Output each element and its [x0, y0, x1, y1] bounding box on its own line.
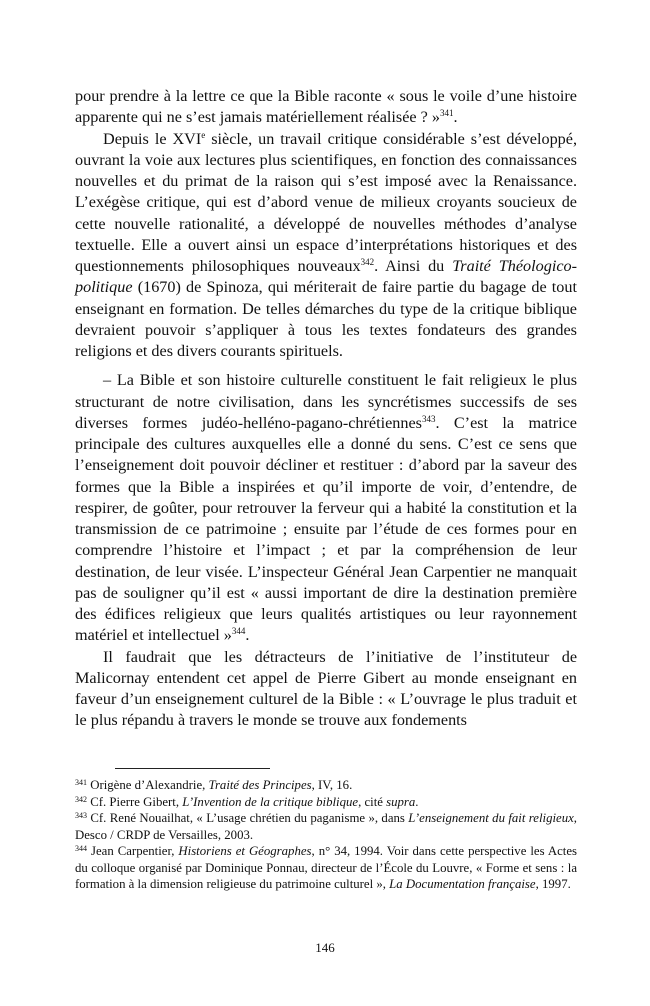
footnote-number: 344: [75, 844, 87, 853]
book-title: Traité Théologico-politique: [75, 257, 577, 297]
footnote-title: supra: [386, 794, 416, 809]
footnote-separator: [115, 768, 270, 769]
footnote-ref-343[interactable]: 343: [421, 413, 436, 424]
footnote-number: 341: [75, 778, 87, 787]
footnote-number: 343: [75, 811, 87, 820]
footnote-number: 342: [75, 794, 87, 804]
footnote-title: L’Invention de la critique biblique: [182, 794, 359, 809]
footnote-text: Origène d’Alexandrie,: [87, 778, 209, 792]
footnote-text: , Desco / CRDP de Versailles, 2003.: [75, 811, 577, 842]
paragraph-text: . C’est la matrice principale des cultures auxquelles elle a donné du sens. C’est ce sens que l’enseignement doit pouvoir décliner et restituer : d’abord par la saveur des formes que la Bible a inspirées et qu’il importe de voir, d’entendre, de respirer, de goûter, pour retrouver la ferveur qui a habité la constitution et la transmission de ce patrimoine ; ensuite par l’étude de ces formes pour en comprendre l’histoire et l’impact ; et par la compréhension de leur destination, de leur visée. L’inspecteur Général Jean Carpentier ne manquait pas de souligner qu’il est « aussi important de dire la destination première des édifices religieux que leurs qualités artistiques ou leur rayonnement matériel et intellectuel »: [75, 413, 577, 645]
paragraph-3: [75, 370, 577, 646]
footnote-343: [75, 810, 577, 843]
page-number: 146: [315, 940, 335, 955]
footnote-text: Cf. Pierre Gibert,: [87, 794, 183, 809]
paragraph-text: pour prendre à la lettre ce que la Bible raconte « sous le voile d’une histoire apparente qui ne s’est jamais matériellement réalisée ? »: [75, 87, 577, 127]
footnote-title: Historiens et Géographes: [178, 844, 312, 858]
footnote-ref-344[interactable]: 344: [231, 626, 246, 637]
paragraph-text: .: [245, 626, 250, 645]
paragraph-text: Depuis le XVI: [103, 129, 202, 148]
footnote-344: [75, 843, 577, 893]
footnote-text: , cité: [358, 794, 387, 809]
century-superscript: e: [201, 129, 206, 140]
footnote-title: L’enseignement du fait religieux: [408, 811, 574, 825]
footnotes: [75, 777, 577, 893]
footnote-title: La Documentation française,: [389, 877, 539, 891]
footnote-text: Cf. René Nouailhat, « L’usage chrétien du paganisme », dans: [87, 811, 409, 825]
footnote-341: [75, 777, 577, 794]
footnote-text: Jean Carpentier,: [87, 844, 179, 858]
footnote-text: , IV, 16.: [311, 778, 353, 792]
footnote-ref-341[interactable]: 341: [439, 108, 454, 119]
footnote-text: 1997.: [538, 877, 571, 891]
footnote-ref-342[interactable]: 342: [360, 257, 375, 267]
paragraph-text: – La Bible et son histoire culturelle constituent le fait religieux le plus structurant de notre civilisation, dans les syncrétismes successifs de ses diverses formes judéo-helléno-pagano-chrétiennes: [75, 371, 577, 432]
paragraph-text: (1670) de Spinoza, qui mériterait de faire partie du bagage de tout enseignant en formation. De telles démarches du type de la critique biblique devraient pouvoir s’appliquer à tous les textes fondateurs des grandes religions et des divers courants spirituels.: [75, 278, 577, 360]
paragraph-4: Il faudrait que les détracteurs de l’initiative de l’instituteur de Malicornay entendent cet appel de Pierre Gibert au monde enseignant en faveur d’un enseignement culturel de la Bible : « L’ouvrage le plus traduit et le plus répandu à travers le monde se trouve aux fondements: [75, 647, 577, 730]
paragraph-text: .: [453, 108, 458, 127]
paragraph-2: [75, 129, 577, 363]
footnote-text: .: [415, 794, 419, 809]
footnote-text: , n° 34, 1994. Voir dans cette perspective les Actes du colloque organisé par Dominique Ponnau, directeur de l’École du Louvre, « Forme et sens : la formation à la dimension religieuse du patrimoine culturel »,: [75, 844, 577, 891]
paragraph-text: siècle, un travail critique considérable s’est développé, ouvrant la voie aux lectures plus scientifiques, en fonction des connaissances nouvelles et du primat de la raison qui s’est imposé avec la Renaissance. L’exégèse critique, qui est d’abord venue de milieux croyants soucieux de cette nouvelle rationalité, a développé de nouvelles méthodes d’analyse textuelle. Elle a ouvert ainsi un espace d’interprétations historiques et des questionnements philosophiques nouveaux: [75, 129, 577, 275]
footnote-title: Traité des Principes: [208, 778, 312, 792]
paragraph-1: [75, 86, 577, 129]
footnote-342: [75, 794, 577, 811]
main-text: [75, 86, 577, 732]
paragraph-text: . Ainsi du: [374, 257, 453, 275]
